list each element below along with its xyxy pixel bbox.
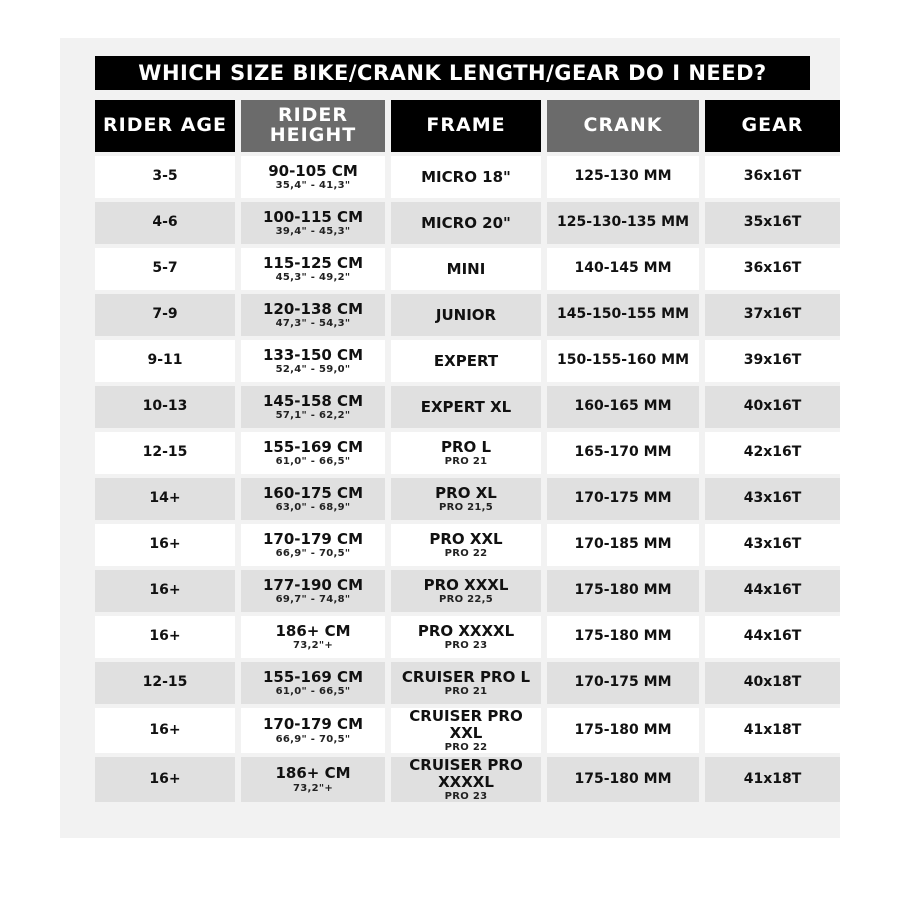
- rider-height-inches: 47,3" - 54,3": [275, 318, 351, 330]
- size-chart: [95, 56, 810, 806]
- cell-frame: [391, 478, 541, 520]
- table-row: [95, 708, 840, 753]
- cell-rider-height: [241, 616, 385, 658]
- rider-height-cm: 155-169 CM: [262, 437, 363, 456]
- frame-name: PRO XXXL: [423, 575, 509, 594]
- cell-crank: 125-130-135 MM: [547, 202, 699, 244]
- cell-gear: 42x16T: [705, 432, 840, 474]
- frame-name: MICRO 20": [421, 213, 511, 232]
- cell-crank: 175-180 MM: [547, 616, 699, 658]
- cell-crank: 175-180 MM: [547, 708, 699, 753]
- cell-rider-height: [241, 708, 385, 753]
- rider-height-inches: 63,0" - 68,9": [275, 502, 351, 514]
- frame-name: PRO XXXXL: [417, 621, 515, 640]
- cell-rider-height: [241, 757, 385, 802]
- cell-frame: [391, 294, 541, 336]
- table-row: [95, 432, 840, 474]
- table-row: [95, 524, 840, 566]
- frame-name: JUNIOR: [435, 305, 497, 324]
- cell-frame: [391, 757, 541, 802]
- frame-name: EXPERT XL: [420, 397, 512, 416]
- cell-gear: 35x16T: [705, 202, 840, 244]
- rider-height-inches: 52,4" - 59,0": [275, 364, 351, 376]
- frame-alt-name: PRO 23: [444, 791, 488, 802]
- cell-rider-height: [241, 524, 385, 566]
- cell-rider-height: [241, 202, 385, 244]
- rider-height-cm: 120-138 CM: [262, 299, 363, 318]
- cell-frame: [391, 662, 541, 704]
- size-chart-table: [89, 96, 846, 806]
- column-header-gear: GEAR: [705, 100, 840, 152]
- rider-height-cm: 170-179 CM: [262, 529, 363, 548]
- rider-height-inches: 61,0" - 66,5": [275, 456, 351, 468]
- cell-rider-age: 12-15: [95, 432, 235, 474]
- page-title: WHICH SIZE BIKE/CRANK LENGTH/GEAR DO I NEED?: [95, 56, 810, 90]
- rider-height-inches: 61,0" - 66,5": [275, 686, 351, 698]
- rider-height-cm: 145-158 CM: [262, 391, 363, 410]
- cell-frame: [391, 340, 541, 382]
- rider-height-inches: 66,9" - 70,5": [275, 733, 351, 745]
- rider-height-cm: 115-125 CM: [262, 253, 363, 272]
- table-row: [95, 294, 840, 336]
- rider-height-inches: 66,9" - 70,5": [275, 548, 351, 560]
- table-row: [95, 616, 840, 658]
- rider-height-inches: 39,4" - 45,3": [275, 226, 351, 238]
- rider-height-cm: 170-179 CM: [262, 715, 363, 734]
- table-row: [95, 340, 840, 382]
- cell-rider-age: 16+: [95, 524, 235, 566]
- cell-rider-height: [241, 340, 385, 382]
- cell-gear: 39x16T: [705, 340, 840, 382]
- cell-crank: 170-175 MM: [547, 478, 699, 520]
- cell-gear: 37x16T: [705, 294, 840, 336]
- rider-height-inches: 73,2"+: [292, 640, 334, 652]
- rider-height-inches: 57,1" - 62,2": [275, 410, 351, 422]
- table-row: [95, 156, 840, 198]
- cell-rider-age: 16+: [95, 616, 235, 658]
- frame-name: CRUISER PRO L: [401, 667, 531, 686]
- frame-alt-name: PRO 22: [444, 742, 488, 753]
- rider-height-cm: 90-105 CM: [268, 161, 358, 180]
- cell-frame: [391, 708, 541, 753]
- cell-crank: 175-180 MM: [547, 757, 699, 802]
- cell-frame: [391, 616, 541, 658]
- header-row: [95, 100, 840, 152]
- table-row: [95, 570, 840, 612]
- frame-alt-name: PRO 21: [444, 686, 488, 698]
- cell-frame: [391, 202, 541, 244]
- cell-rider-height: [241, 570, 385, 612]
- cell-rider-height: [241, 478, 385, 520]
- frame-name: EXPERT: [433, 351, 499, 370]
- cell-frame: [391, 248, 541, 290]
- frame-alt-name: PRO 21: [444, 456, 488, 468]
- table-header: [95, 100, 840, 152]
- cell-rider-age: 7-9: [95, 294, 235, 336]
- table-row: [95, 248, 840, 290]
- cell-rider-height: [241, 386, 385, 428]
- cell-gear: 41x18T: [705, 708, 840, 753]
- cell-frame: [391, 524, 541, 566]
- rider-height-cm: 133-150 CM: [262, 345, 363, 364]
- frame-alt-name: PRO 22: [444, 548, 488, 560]
- rider-height-inches: 35,4" - 41,3": [275, 180, 351, 192]
- cell-rider-height: [241, 156, 385, 198]
- cell-rider-age: 14+: [95, 478, 235, 520]
- cell-rider-height: [241, 662, 385, 704]
- cell-rider-age: 9-11: [95, 340, 235, 382]
- rider-height-cm: 186+ CM: [275, 764, 351, 783]
- cell-gear: 43x16T: [705, 478, 840, 520]
- cell-gear: 36x16T: [705, 156, 840, 198]
- cell-gear: 43x16T: [705, 524, 840, 566]
- table-row: [95, 662, 840, 704]
- cell-rider-age: 10-13: [95, 386, 235, 428]
- cell-rider-age: 16+: [95, 708, 235, 753]
- cell-rider-age: 5-7: [95, 248, 235, 290]
- cell-rider-age: 3-5: [95, 156, 235, 198]
- rider-height-inches: 45,3" - 49,2": [275, 272, 351, 284]
- cell-rider-age: 16+: [95, 757, 235, 802]
- rider-height-inches: 73,2"+: [292, 782, 334, 794]
- frame-name: PRO XL: [435, 483, 497, 502]
- cell-crank: 165-170 MM: [547, 432, 699, 474]
- cell-gear: 44x16T: [705, 570, 840, 612]
- frame-name: MINI: [446, 259, 486, 278]
- cell-rider-age: 4-6: [95, 202, 235, 244]
- rider-height-cm: 155-169 CM: [262, 667, 363, 686]
- table-row: [95, 478, 840, 520]
- table-row: [95, 386, 840, 428]
- cell-gear: 36x16T: [705, 248, 840, 290]
- cell-gear: 41x18T: [705, 757, 840, 802]
- frame-name: CRUISER PRO XXXXL: [409, 756, 523, 791]
- cell-crank: 160-165 MM: [547, 386, 699, 428]
- cell-crank: 150-155-160 MM: [547, 340, 699, 382]
- column-header-rider-age: RIDER AGE: [95, 100, 235, 152]
- cell-rider-height: [241, 432, 385, 474]
- cell-frame: [391, 570, 541, 612]
- column-header-crank: CRANK: [547, 100, 699, 152]
- frame-name: MICRO 18": [421, 167, 511, 186]
- cell-gear: 44x16T: [705, 616, 840, 658]
- rider-height-cm: 186+ CM: [275, 621, 351, 640]
- rider-height-cm: 160-175 CM: [262, 483, 363, 502]
- cell-crank: 170-175 MM: [547, 662, 699, 704]
- frame-alt-name: PRO 22,5: [438, 594, 494, 606]
- frame-name: CRUISER PRO XXL: [409, 707, 523, 742]
- cell-crank: 145-150-155 MM: [547, 294, 699, 336]
- table-row: [95, 757, 840, 802]
- column-header-frame: FRAME: [391, 100, 541, 152]
- cell-frame: [391, 156, 541, 198]
- rider-height-inches: 69,7" - 74,8": [275, 594, 351, 606]
- cell-crank: 125-130 MM: [547, 156, 699, 198]
- table-body: [95, 156, 840, 802]
- rider-height-cm: 100-115 CM: [262, 207, 363, 226]
- frame-name: PRO XXL: [429, 529, 503, 548]
- column-header-rider-height: RIDER HEIGHT: [241, 100, 385, 152]
- table-row: [95, 202, 840, 244]
- cell-frame: [391, 386, 541, 428]
- cell-crank: 140-145 MM: [547, 248, 699, 290]
- frame-alt-name: PRO 23: [444, 640, 488, 652]
- frame-alt-name: PRO 21,5: [438, 502, 494, 514]
- cell-gear: 40x18T: [705, 662, 840, 704]
- cell-rider-height: [241, 248, 385, 290]
- frame-name: PRO L: [440, 437, 492, 456]
- cell-crank: 170-185 MM: [547, 524, 699, 566]
- cell-gear: 40x16T: [705, 386, 840, 428]
- cell-rider-age: 12-15: [95, 662, 235, 704]
- rider-height-cm: 177-190 CM: [262, 575, 363, 594]
- cell-frame: [391, 432, 541, 474]
- cell-crank: 175-180 MM: [547, 570, 699, 612]
- cell-rider-height: [241, 294, 385, 336]
- cell-rider-age: 16+: [95, 570, 235, 612]
